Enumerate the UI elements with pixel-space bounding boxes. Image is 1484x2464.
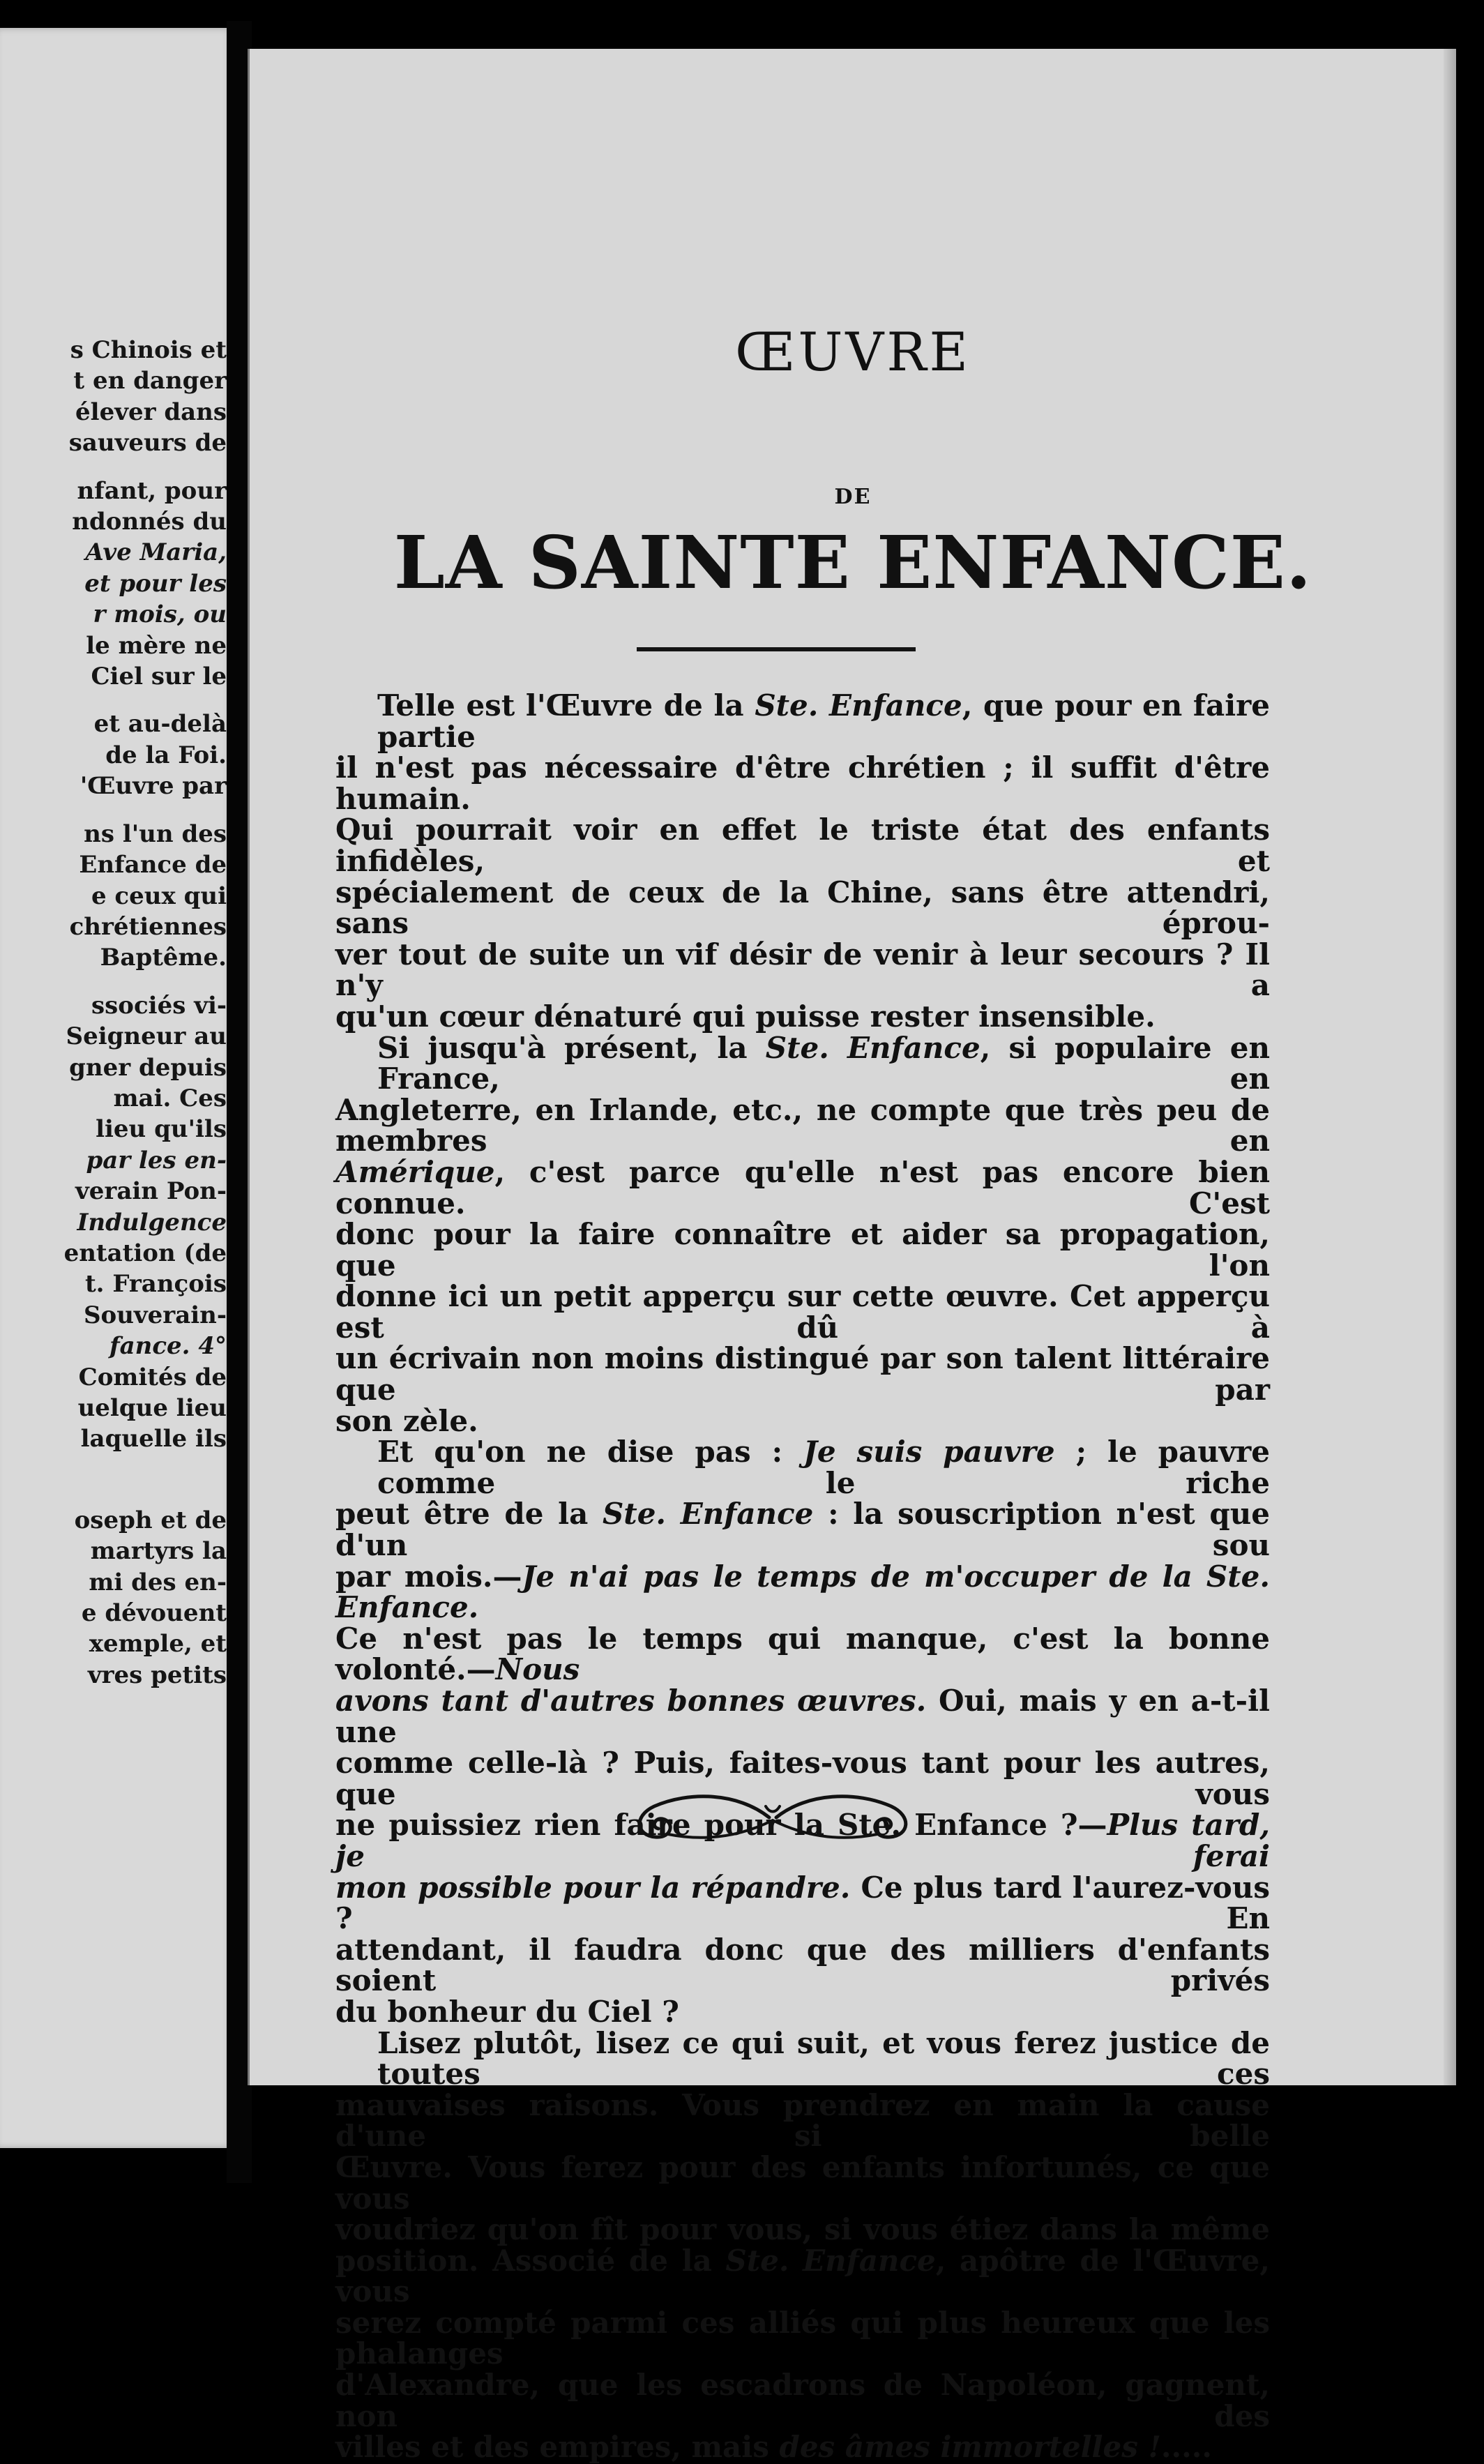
facing-text-line: oseph et de: [74, 1506, 227, 1534]
body-line: [335, 1932, 1270, 1998]
facing-text-line: et au-delà: [93, 710, 227, 739]
text-segment: par mois.—: [335, 1559, 522, 1594]
facing-text-line: Ciel sur le: [91, 663, 227, 691]
body-line: [335, 690, 1270, 753]
text-segment: peut être de la: [335, 1497, 603, 1532]
body-line: [335, 2149, 1270, 2216]
facing-text-line: laquelle ils: [80, 1425, 227, 1453]
body-line: [335, 1870, 1270, 1936]
body-line: [335, 1994, 1270, 2029]
facing-text-line: martyrs la: [90, 1537, 227, 1566]
title-de: DE: [834, 485, 872, 509]
text-segment: du bonheur du Ciel ?: [335, 1994, 679, 2029]
facing-text-line: t en danger: [73, 367, 227, 395]
facing-text-line: lieu qu'ils: [96, 1115, 227, 1144]
body-line: [335, 1403, 1270, 1438]
text-segment: d'Alexandre, que les escadrons de Napoléon, gagnent, non des: [335, 2368, 1270, 2433]
facing-text-line: par les en-: [86, 1146, 227, 1174]
text-segment: , apôtre de l'Œuvre, vous: [335, 2243, 1271, 2309]
facing-page-text: [3, 335, 227, 1691]
ornament-flourish-icon: [626, 1785, 919, 1848]
line-gap: [3, 1455, 227, 1472]
body-line: [335, 1030, 1270, 1096]
italic-text: Ste. Enfance: [755, 688, 962, 723]
text-segment: Angleterre, en Irlande, etc., ne compte que très peu de membres en: [335, 1092, 1270, 1158]
title-oeuvre: ŒUVRE: [734, 321, 971, 383]
facing-text-line: entation (de: [63, 1239, 227, 1267]
facing-text-line: Indulgence: [77, 1208, 227, 1237]
title-rule: [637, 647, 916, 651]
text-segment: son zèle.: [335, 1403, 478, 1438]
facing-text-line: le mère ne: [86, 631, 227, 660]
italic-text: Je suis pauvre: [803, 1435, 1055, 1469]
text-segment: Si jusqu'à présent, la: [377, 1030, 766, 1065]
facing-text-line: gner depuis: [69, 1053, 227, 1082]
body-line: [335, 1499, 1270, 1561]
body-line: [335, 750, 1270, 816]
text-segment: voudriez qu'on fît pour vous, si vous étiez dans la même: [335, 2212, 1270, 2247]
facing-text-line: fance. 4°: [109, 1332, 227, 1361]
body-line: [335, 2370, 1270, 2432]
text-segment: ; le pauvre comme le riche: [377, 1435, 1270, 1500]
text-segment: villes et des empires, mais: [335, 2430, 780, 2464]
text-segment: Lisez plutôt, lisez ce qui suit, et vous ferez justice de toutes ces: [377, 2025, 1270, 2092]
italic-text: Je n'ai pas le temps de m'occuper de la Ste. Enfance.: [335, 1559, 1270, 1625]
text-segment: : la souscription n'est que d'un sou: [335, 1497, 1271, 1563]
facing-text-line: mi des en-: [89, 1568, 227, 1596]
facing-text-line: et pour les: [84, 569, 227, 598]
text-segment: ne puissiez rien faire pour la Ste. Enfance ?—: [335, 1808, 1107, 1843]
line-gap: [3, 1472, 227, 1488]
body-line: [335, 1219, 1270, 1281]
body-line: [335, 1686, 1270, 1748]
line-gap: [3, 1488, 227, 1505]
facing-text-line: e dévouent: [81, 1599, 227, 1628]
italic-text: Plus tard, je ferai: [335, 1808, 1270, 1873]
body-line: [335, 2243, 1271, 2309]
facing-text-line: Seigneur au: [66, 1022, 227, 1051]
facing-text-line: r mois, ou: [93, 600, 227, 629]
text-segment: , si populaire en France, en: [377, 1030, 1270, 1096]
line-gap: [3, 974, 227, 990]
facing-text-line: e ceux qui: [91, 882, 227, 910]
facing-text-line: chrétiennes: [69, 912, 227, 941]
italic-text: avons tant d'autres bonnes œuvres.: [335, 1684, 927, 1718]
text-segment: donc pour la faire connaître et aider sa propagation, que l'on: [335, 1217, 1270, 1283]
text-segment: Ce n'est pas le temps qui manque, c'est la bonne volonté.—: [335, 1621, 1270, 1687]
body-line: [335, 1621, 1270, 1687]
italic-text: Amérique: [335, 1154, 495, 1189]
line-gap: [3, 802, 227, 819]
text-segment: , que pour en faire partie: [377, 688, 1271, 754]
italic-text: des âmes immortelles !: [779, 2430, 1161, 2464]
body-line: [335, 1281, 1270, 1343]
text-segment: mauvaises raisons. Vous prendrez en main la cause d'une si belle: [335, 2087, 1270, 2154]
facing-text-line: Souverain-: [83, 1301, 227, 1329]
body-line: [335, 1559, 1270, 1625]
body-line: [335, 1437, 1270, 1499]
text-segment: .....: [1160, 2430, 1213, 2464]
body-line: [335, 2214, 1270, 2246]
body-line: [335, 2025, 1270, 2092]
facing-text-line: sauveurs de: [68, 429, 227, 458]
facing-text-line: 'Œuvre par: [80, 772, 227, 801]
facing-text-line: t. François: [84, 1270, 227, 1299]
text-segment: Telle est l'Œuvre de la: [377, 688, 755, 723]
text-segment: ver tout de suite un vif désir de venir à leur secours ? Il n'y a: [335, 937, 1270, 1003]
text-segment: qu'un cœur dénaturé qui puisse rester insensible.: [335, 999, 1156, 1034]
line-gap: [3, 459, 227, 476]
text-segment: position. Associé de la: [335, 2243, 726, 2278]
facing-text-line: ns l'un des: [84, 819, 227, 848]
text-segment: Qui pourrait voir en effet le triste état des enfants infidèles, et: [335, 812, 1270, 878]
facing-text-line: élever dans: [75, 398, 227, 426]
main-page: [248, 49, 1456, 2464]
body-line: [335, 1154, 1270, 1220]
facing-text-line: uelque lieu: [77, 1394, 227, 1422]
italic-text: Ste. Enfance: [602, 1497, 814, 1532]
text-segment: Et qu'on ne dise pas :: [377, 1435, 804, 1469]
body-line: [335, 2432, 1270, 2463]
body-line: [335, 999, 1270, 1034]
facing-text-line: Baptême.: [100, 944, 227, 972]
facing-text-line: Comités de: [78, 1363, 227, 1391]
italic-text: Ste. Enfance: [765, 1030, 980, 1065]
text-segment: spécialement de ceux de la Chine, sans être attendri, sans éprou-: [335, 875, 1270, 941]
line-gap: [3, 692, 227, 709]
text-segment: attendant, il faudra donc que des milliers d'enfants soient privés: [335, 1932, 1270, 1998]
body-line: [335, 2087, 1270, 2154]
italic-text: Nous: [495, 1652, 580, 1687]
text-segment: Œuvre. Vous ferez pour des enfants infortunés, ce que vous: [335, 2149, 1270, 2216]
facing-text-line: xemple, et: [89, 1630, 227, 1658]
text-segment: un écrivain non moins distingué par son talent littéraire que par: [335, 1341, 1270, 1407]
body-text: [335, 690, 1270, 2463]
facing-page-left: [0, 28, 234, 2148]
facing-text-line: Ave Maria,: [85, 538, 227, 567]
facing-text-line: s Chinois et: [70, 336, 227, 364]
text-segment: Ce plus tard l'aurez-vous ? En: [335, 1870, 1270, 1936]
text-segment: serez compté parmi ces alliés qui plus heureux que les phalanges: [335, 2305, 1270, 2371]
italic-text: mon possible pour la répandre.: [335, 1870, 851, 1905]
facing-text-line: ssociés vi-: [91, 991, 227, 1020]
text-segment: , c'est parce qu'elle n'est pas encore bien connue. C'est: [335, 1154, 1270, 1220]
text-segment: il n'est pas nécessaire d'être chrétien ; il suffit d'être humain.: [335, 750, 1270, 816]
text-segment: Oui, mais y en a-t-il une: [335, 1684, 1270, 1749]
page-title: LA SAINTE ENFANCE.: [393, 520, 1312, 605]
body-line: [335, 877, 1270, 939]
italic-text: Ste. Enfance: [725, 2243, 936, 2278]
body-line: [335, 939, 1270, 1002]
facing-text-line: ndonnés du: [72, 508, 227, 536]
body-line: [335, 812, 1270, 878]
facing-text-line: Enfance de: [79, 851, 227, 879]
text-segment: comme celle-là ? Puis, faites-vous tant pour les autres, que vous: [335, 1746, 1270, 1811]
facing-text-line: verain Pon-: [75, 1177, 227, 1206]
facing-text-line: de la Foi.: [105, 741, 227, 769]
body-line: [335, 2305, 1270, 2371]
facing-text-line: mai. Ces: [113, 1084, 227, 1112]
text-segment: donne ici un petit apperçu sur cette œuvre. Cet apperçu est dû à: [335, 1279, 1270, 1345]
facing-text-line: vres petits: [87, 1661, 227, 1689]
body-line: [335, 1092, 1270, 1158]
body-line: [335, 1343, 1270, 1405]
facing-text-line: nfant, pour: [77, 476, 227, 505]
